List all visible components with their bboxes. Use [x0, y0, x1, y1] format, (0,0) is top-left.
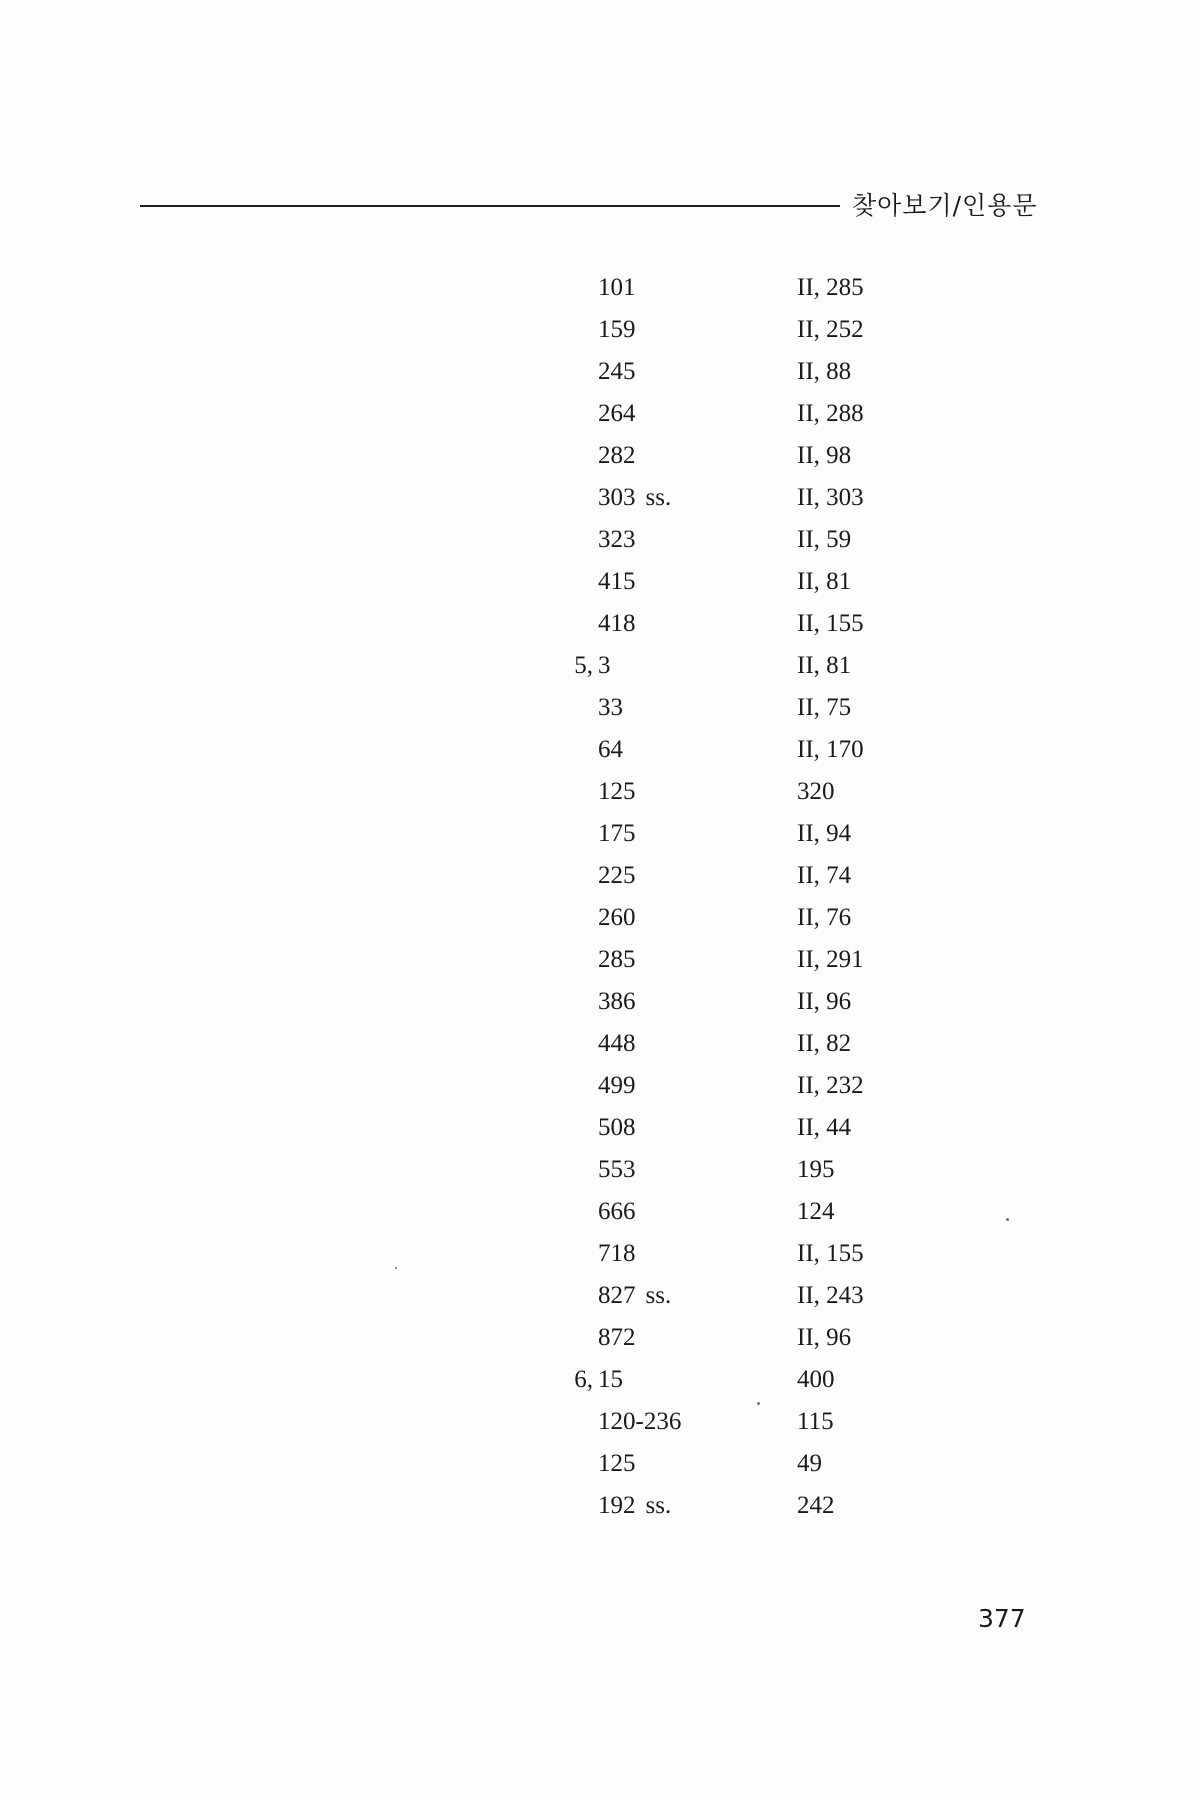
reference-number: 872 — [598, 1324, 636, 1351]
source-reference — [598, 939, 636, 981]
index-entry — [0, 1233, 1200, 1275]
reference-number: 499 — [598, 1072, 636, 1099]
index-entry — [0, 981, 1200, 1023]
index-entry — [0, 1149, 1200, 1191]
reference-number: 282 — [598, 442, 636, 469]
index-entry — [0, 393, 1200, 435]
source-reference — [598, 519, 636, 561]
source-reference — [598, 981, 636, 1023]
citation-page: II, 75 — [797, 694, 852, 721]
source-reference — [598, 855, 636, 897]
citation-page: 115 — [797, 1408, 834, 1435]
index-entry — [0, 1317, 1200, 1359]
citation-page: II, 288 — [797, 400, 864, 427]
citation-page: II, 252 — [797, 316, 864, 343]
reference-number: 666 — [598, 1198, 636, 1225]
index-entry — [0, 771, 1200, 813]
citation-page: II, 155 — [797, 610, 864, 637]
reference-number: 508 — [598, 1114, 636, 1141]
index-entry — [0, 1275, 1200, 1317]
citation-page: II, 44 — [797, 1114, 852, 1141]
source-reference — [598, 687, 623, 729]
index-entry — [0, 813, 1200, 855]
reference-number: 33 — [598, 694, 623, 721]
source-reference — [598, 477, 671, 519]
source-reference — [598, 1191, 636, 1233]
reference-suffix: ss. — [645, 1492, 672, 1519]
source-reference — [598, 897, 636, 939]
reference-suffix: ss. — [645, 484, 672, 511]
index-entry — [0, 561, 1200, 603]
reference-number: 553 — [598, 1156, 636, 1183]
reference-number: 264 — [598, 400, 636, 427]
source-reference — [598, 1023, 636, 1065]
citation-page: 124 — [797, 1198, 835, 1225]
print-speck — [395, 1267, 397, 1269]
source-reference — [598, 603, 636, 645]
citation-page: II, 98 — [797, 442, 852, 469]
citation-page: 195 — [797, 1156, 835, 1183]
citation-page: II, 81 — [797, 568, 852, 595]
source-reference — [598, 267, 636, 309]
index-entry — [0, 1443, 1200, 1485]
reference-number: 159 — [598, 316, 636, 343]
source-reference — [598, 1317, 636, 1359]
citation-page: II, 155 — [797, 1240, 864, 1267]
source-reference — [598, 309, 636, 351]
index-entry — [0, 351, 1200, 393]
source-reference — [598, 1275, 671, 1317]
source-reference — [598, 1233, 636, 1275]
citation-page: 400 — [797, 1366, 835, 1393]
source-reference — [598, 351, 636, 393]
index-entry — [0, 1401, 1200, 1443]
source-reference — [598, 1149, 636, 1191]
reference-number: 285 — [598, 946, 636, 973]
source-reference — [598, 771, 636, 813]
citation-page: II, 303 — [797, 484, 864, 511]
source-reference — [598, 813, 636, 855]
index-entry — [0, 897, 1200, 939]
chapter-number: 6, — [574, 1366, 593, 1393]
citation-page: 320 — [797, 778, 835, 805]
source-reference — [598, 729, 623, 771]
header-rule — [140, 205, 840, 207]
reference-number: 120-236 — [598, 1408, 682, 1435]
reference-suffix: ss. — [645, 1282, 672, 1309]
reference-number: 415 — [598, 568, 636, 595]
citation-page: II, 59 — [797, 526, 852, 553]
index-entry — [0, 1023, 1200, 1065]
source-reference — [598, 1401, 681, 1443]
source-reference — [598, 1065, 636, 1107]
reference-number: 175 — [598, 820, 636, 847]
index-entry — [0, 855, 1200, 897]
index-entry — [0, 519, 1200, 561]
index-entry — [0, 729, 1200, 771]
citation-index-list — [0, 267, 1200, 1527]
running-head: 찾아보기/인용문 — [852, 191, 1038, 220]
index-entry — [0, 477, 1200, 519]
source-reference — [598, 1443, 636, 1485]
citation-page: II, 170 — [797, 736, 864, 763]
citation-page: II, 74 — [797, 862, 852, 889]
citation-page: II, 285 — [797, 274, 864, 301]
reference-number: 260 — [598, 904, 636, 931]
chapter-number: 5, — [574, 652, 593, 679]
reference-number: 386 — [598, 988, 636, 1015]
index-entry — [0, 1359, 1200, 1401]
reference-number: 192 — [598, 1492, 636, 1519]
index-entry — [0, 687, 1200, 729]
index-entry — [0, 267, 1200, 309]
reference-number: 245 — [598, 358, 636, 385]
index-entry — [0, 435, 1200, 477]
index-entry — [0, 1485, 1200, 1527]
citation-page: II, 291 — [797, 946, 864, 973]
source-reference — [598, 393, 636, 435]
reference-number: 418 — [598, 610, 636, 637]
page-number: 377 — [978, 1604, 1026, 1633]
citation-page: 242 — [797, 1492, 835, 1519]
print-speck — [1006, 1218, 1009, 1221]
reference-number: 125 — [598, 1450, 636, 1477]
citation-page: II, 88 — [797, 358, 852, 385]
source-reference — [598, 561, 636, 603]
citation-page: II, 82 — [797, 1030, 852, 1057]
citation-page: II, 96 — [797, 1324, 852, 1351]
source-reference — [598, 435, 636, 477]
reference-number: 323 — [598, 526, 636, 553]
reference-number: 15 — [598, 1366, 623, 1393]
index-entry — [0, 645, 1200, 687]
reference-number: 303 — [598, 484, 636, 511]
index-entry — [0, 1107, 1200, 1149]
reference-number: 448 — [598, 1030, 636, 1057]
reference-number: 3 — [598, 652, 611, 679]
index-entry — [0, 309, 1200, 351]
citation-page: 49 — [797, 1450, 822, 1477]
reference-number: 827 — [598, 1282, 636, 1309]
citation-page: II, 96 — [797, 988, 852, 1015]
citation-page: II, 232 — [797, 1072, 864, 1099]
print-speck — [757, 1402, 760, 1405]
index-entry — [0, 1191, 1200, 1233]
reference-number: 101 — [598, 274, 636, 301]
source-reference — [598, 1359, 623, 1401]
index-entry — [0, 603, 1200, 645]
source-reference — [598, 1485, 671, 1527]
source-reference — [598, 645, 611, 687]
reference-number: 718 — [598, 1240, 636, 1267]
index-entry — [0, 939, 1200, 981]
citation-page: II, 81 — [797, 652, 852, 679]
source-reference — [598, 1107, 636, 1149]
index-entry — [0, 1065, 1200, 1107]
citation-page: II, 94 — [797, 820, 852, 847]
citation-page: II, 243 — [797, 1282, 864, 1309]
reference-number: 125 — [598, 778, 636, 805]
citation-page: II, 76 — [797, 904, 852, 931]
reference-number: 225 — [598, 862, 636, 889]
reference-number: 64 — [598, 736, 623, 763]
